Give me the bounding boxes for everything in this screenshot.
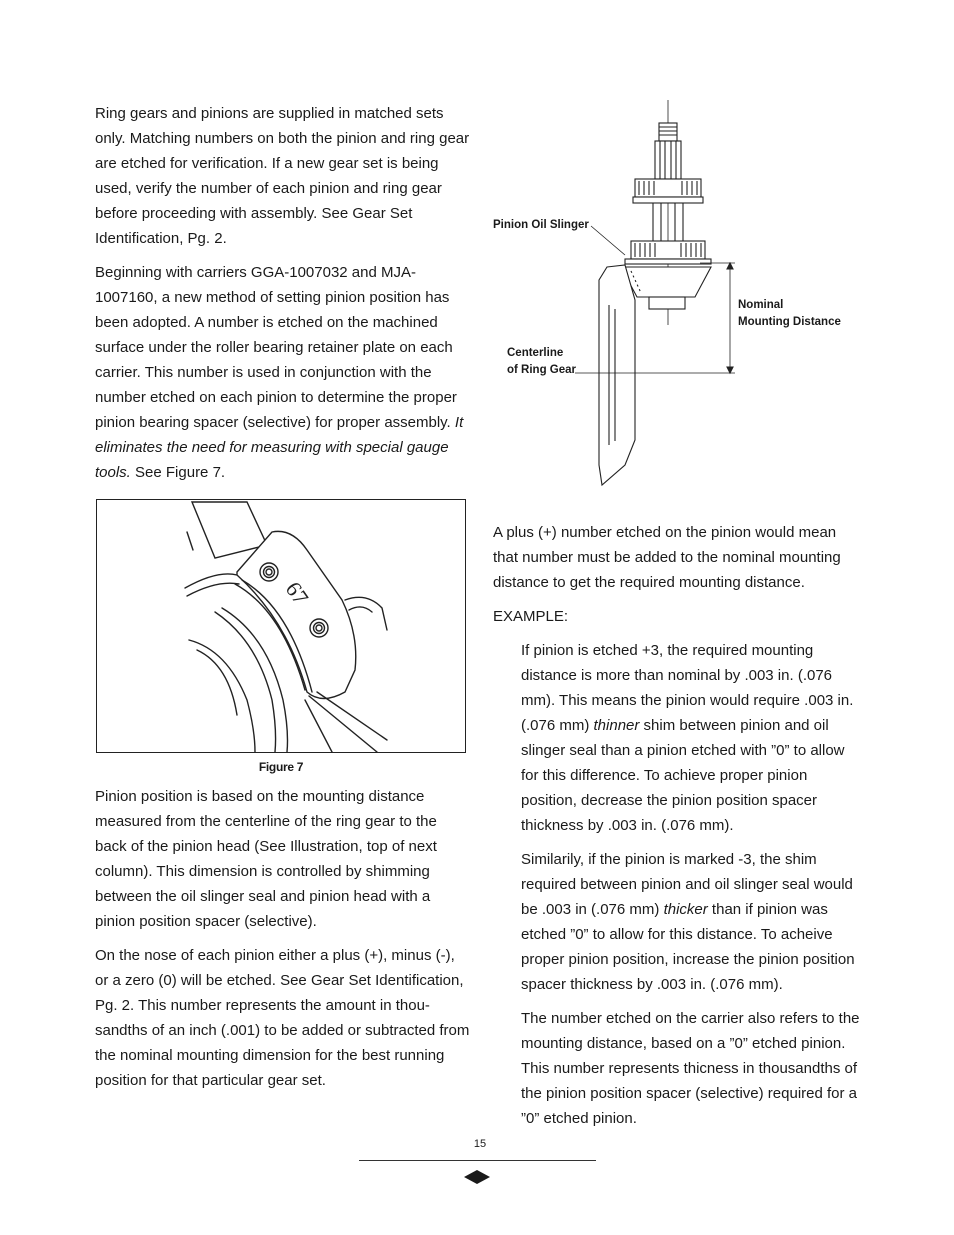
paragraph-matched-sets: Ring gears and pinions are supplied in matched sets only. Matching numbers on both the pinion and ring gear are etched for verification. If a new gear set is being used, verify the number of each pinion and ring gear before proceeding with assembly. See Gear Set Identification, Pg. 2. [95, 105, 470, 247]
new-method-text: Beginning with carriers GGA-1007032 and MJA-1007160, a new method of setting pinion position has been adopted. A number is etched on the machined surface under the roller bearing retainer plate on each carrier. This number is used in conjunction with the number etched on each pinion to determine the proper pinion bearing spacer (selective) for proper assembly. [95, 264, 457, 431]
example-minus-three-b: than if pinion was etched ”0” to allow for this distance. To acheive proper pinion position, increase the pinion position spacer thickness by .003 in. (.076 mm). [521, 901, 855, 993]
new-method-italic: It eliminates the need for measuring with special gauge tools. [95, 414, 464, 481]
pinion-mounting-diagram [485, 95, 875, 495]
footer-rule [359, 1160, 596, 1161]
example-plus-three-b: shim between pinion and oil slinger seal than a pinion etched with ”0” to allow for this difference. To achieve proper pinion position, decrease the pinion position spacer thickness by .003 in. (.076 mm). [521, 717, 845, 834]
thinner-italic: thinner [593, 717, 640, 734]
paragraph-pinion-position: Pinion position is based on the mounting distance measured from the centerline of the ring gear to the back of the pinion head (See Illustration, top of next column). This dimension is controlled by shimming between the oil slinger seal and pinion head with a pinion position spacer (selective). [95, 788, 437, 930]
pinion-cross-section [485, 95, 875, 495]
paragraph-new-method [95, 260, 475, 485]
example-plus-three [493, 638, 865, 838]
label-nominal: Nominal [738, 299, 784, 311]
right-column [493, 520, 865, 1140]
see-figure-text: See Figure 7. [130, 464, 226, 481]
paragraph-plus-number: A plus (+) number etched on the pinion would mean that number must be added to the nominal mounting distance to get the required mounting distance. [493, 524, 841, 591]
left-column-top [95, 101, 475, 494]
etched-number-67: 67 [280, 576, 314, 610]
example-label: EXAMPLE: [493, 608, 569, 625]
example-minus-three-a: Similarily, if the pinion is marked -3, the shim required between pinion and oil slinger seal would be .003 in (.076 mm) [521, 851, 853, 918]
paragraph-pinion-nose: On the nose of each pinion either a plus (+), minus (-), or a zero (0) will be etched. See Gear Set Identification, Pg. 2. This number represents the amount in thou-sandths of an inch (.001) to be added or subtracted from the nominal mounting dimension for the best running position for that particular gear set. [95, 947, 470, 1089]
thicker-italic: thicker [663, 901, 708, 918]
pinion-carrier-illustration [97, 500, 465, 752]
label-mounting-distance: Mounting Distance [738, 316, 841, 328]
figure-7-caption: Figure 7 [258, 760, 304, 774]
label-pinion-oil-slinger: Pinion Oil Slinger [493, 219, 589, 231]
example-plus-three-a: If pinion is etched +3, the required mounting distance is more than nominal by .003 in. (.076 mm). This means the pinion would require .003 in. (.076 mm) [521, 642, 854, 734]
page-number: 15 [473, 1138, 487, 1150]
diamond-logo-icon [463, 1169, 491, 1185]
paragraph-carrier-number: The number etched on the carrier also refers to the mounting distance, based on a ”0” etched pinion. This number represents thicness in thousandths of the pinion position spacer (selective) required for a ”0” etched pinion. [521, 1010, 860, 1127]
left-column-bottom [95, 784, 470, 1102]
label-centerline: Centerline [507, 347, 564, 359]
figure-7-image [96, 499, 466, 753]
example-minus-three [493, 847, 865, 997]
label-of-ring-gear: of Ring Gear [507, 364, 577, 376]
